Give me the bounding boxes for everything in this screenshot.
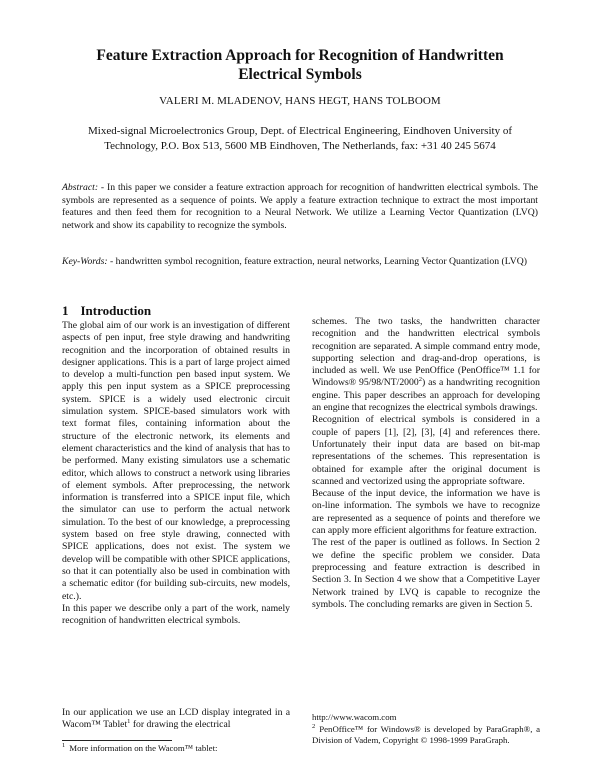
keywords (62, 256, 538, 269)
section-title: Introduction (80, 303, 152, 318)
footnote-1-text: More information on the Wacom™ tablet: (69, 743, 218, 753)
right-column (312, 316, 540, 611)
affiliation-line-2: Technology, P.O. Box 513, 5600 MB Eindhoven, The Netherlands, fax: +31 40 245 5674 (104, 140, 496, 152)
abstract-label: Abstract: (62, 182, 99, 193)
authors: VALERI M. MLADENOV, HANS HEGT, HANS TOLBOOM (159, 95, 441, 107)
keywords-text: - handwritten symbol recognition, feature extraction, neural networks, Learning Vector Quantization (LVQ) (107, 256, 527, 267)
left-column (62, 320, 290, 627)
footnote-rule (62, 740, 172, 741)
section-heading-introduction (62, 303, 151, 319)
left-paragraph-1: The global aim of our work is an investigation of different aspects of pen input, free style drawing and handwriting recognition and the incorporation of obtained results in designer applications. This is a part of large project aimed to develop a multi-function pen based input system. We apply this pen input system as a SPICE preprocessing system. SPICE is a widely used electronic circuit simulation system. SPICE-based simulators work with text format files, containing information about the structure of the electronic network, its elements and element characteristics and the kind of analysis that has to be performed. Many existing simulators use a schematic editor, which allows to construct a network using libraries of element symbols. After preprocessing, the network information is transferred into a SPICE input file, which the simulator can use to perform the actual network simulation. To the best of our knowledge, a preprocessing system based on free style drawing, connected with SPICE applications, does not exist. The system we develop will be compatible with other SPICE applications, so that it can potentially also be used in combination with a schematic editor (for building sub-circuits, new models, etc.). (62, 320, 290, 602)
abstract-text: - In this paper we consider a feature extraction approach for recognition of handwritten electrical symbols. The symbols are represented as a sequence of points. We apply a feature extraction technique to extract the most important features and then feed them for recognition to a Neural Network. We utilize a Learning Vector Quantization (LVQ) network and show its capability to recognize the symbols. (62, 182, 538, 231)
right-paragraph-4: The rest of the paper is outlined as follows. In Section 2 we define the specific problem we consider. Data preprocessing and feature extraction is described in Section 3. In Section 4 we show that a Competitive Layer Network trained by LVQ is capable to recognize the symbols. The concluding remarks are given in Section 5. (312, 537, 540, 610)
footnote-1 (62, 743, 290, 754)
title-line-2: Electrical Symbols (238, 66, 362, 83)
section-number: 1 (62, 303, 69, 318)
affiliation-line-1: Mixed-signal Microelectronics Group, Dept. of Electrical Engineering, Eindhoven University of (88, 125, 512, 137)
right-paragraph-2: Recognition of electrical symbols is considered in a couple of papers [1], [2], [3], [4] and references there. Unfortunately their input data are based on bit-map representations of the schemes. This representation is obtained for example after the original document is scanned and vectorized using the appropriate software. (312, 414, 540, 487)
paper-title (40, 46, 560, 84)
keywords-label: Key-Words: (62, 256, 108, 267)
right-paragraph-3: Because of the input device, the information we have is on-line information. The symbols we have to recognize are represented as a sequence of points and therefore we can apply more efficient algorithms for feature extraction. (312, 488, 540, 537)
footnote-2-marker: 2 (312, 723, 316, 731)
left-paragraph-3-b: for drawing the electrical (130, 719, 231, 731)
footnote-1-url[interactable]: http://www.wacom.com (312, 712, 397, 722)
right-paragraph-1-b: ) as a handwriting recognition engine. This paper describes an approach for developing an engine that recognizes the electrical symbols drawings. (312, 377, 540, 414)
footnote-ref-2: 2 (418, 376, 422, 384)
footnote-1-marker: 1 (62, 742, 66, 750)
footnote-ref-1: 1 (127, 718, 131, 726)
title-line-1: Feature Extraction Approach for Recognition of Handwritten (96, 47, 504, 64)
affiliation (40, 124, 560, 154)
footnote-2 (312, 724, 540, 746)
left-paragraph-2: In this paper we describe only a part of the work, namely recognition of handwritten electrical symbols. (62, 602, 290, 627)
right-paragraph-1-a: schemes. The two tasks, the handwritten character recognition and the handwritten electrical symbols recognition are separated. A simple command entry mode, supporting selection and drag-and-drop operations, is included as well. We use PenOffice (PenOffice™ 1.1 for Windows® 95/98/NT/2000 (312, 316, 540, 389)
left-paragraph-3-a: In our application we use an LCD display integrated in a Wacom™ Tablet (62, 707, 290, 731)
left-column-paragraph-3 (62, 707, 290, 732)
abstract (62, 182, 538, 232)
footnote-2-text: PenOffice™ for Windows® is developed by ParaGraph®, a Division of Vadem, Copyright © 1998-1999 ParaGraph. (312, 724, 540, 745)
